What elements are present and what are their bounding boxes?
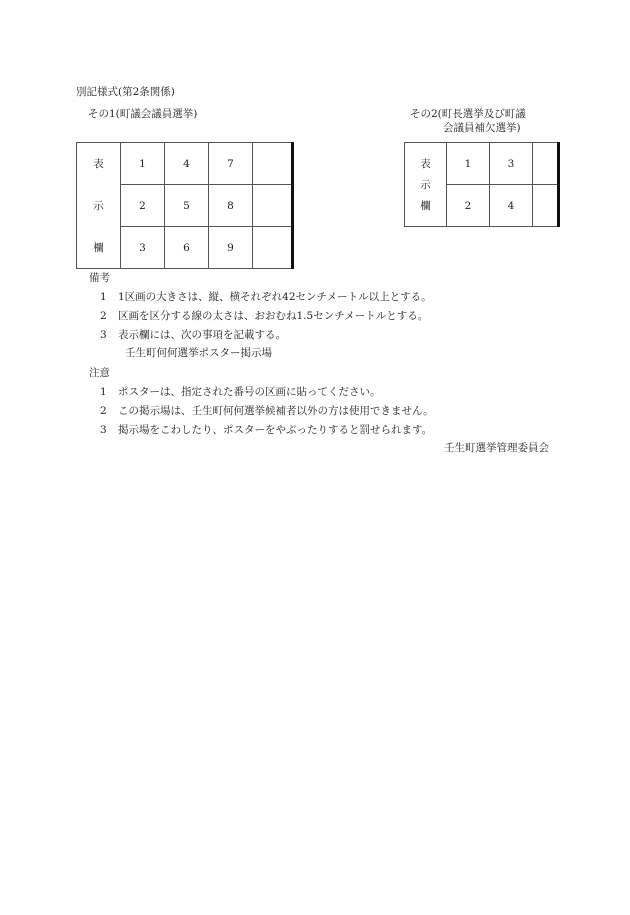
poster-slot: 3 bbox=[490, 143, 533, 185]
remarks-item-text: 区画を区分する線の太さは、おおむね1.5センチメートルとする。 bbox=[118, 310, 429, 322]
remarks-item-number: 2 bbox=[100, 310, 107, 322]
form1-poster-grid bbox=[76, 142, 294, 269]
poster-slot: 4 bbox=[490, 185, 533, 227]
poster-slot: 9 bbox=[209, 227, 253, 269]
poster-slot: 1 bbox=[121, 143, 165, 185]
form2-display-label bbox=[405, 143, 447, 227]
label-char: 欄 bbox=[420, 199, 431, 212]
notes-item-text: この掲示場は、壬生町何何選挙候補者以外の方は使用できません。 bbox=[118, 405, 434, 417]
poster-slot bbox=[253, 185, 293, 227]
remarks-item-number: 1 bbox=[100, 291, 107, 303]
poster-slot bbox=[533, 143, 559, 185]
poster-slot: 7 bbox=[209, 143, 253, 185]
poster-slot: 3 bbox=[121, 227, 165, 269]
label-char: 表 bbox=[420, 157, 431, 170]
label-char: 欄 bbox=[93, 241, 104, 254]
label-char: 示 bbox=[420, 178, 431, 191]
form2-poster-grid bbox=[404, 142, 560, 227]
label-char: 示 bbox=[93, 199, 104, 212]
poster-slot: 5 bbox=[165, 185, 209, 227]
form2-caption-line1: その2(町長選挙及び町議 bbox=[410, 108, 526, 120]
poster-slot: 8 bbox=[209, 185, 253, 227]
notes-item-text: 掲示場をこわしたり、ポスターをやぶったりすると罰せられます。 bbox=[118, 424, 433, 436]
remarks-heading: 備考 bbox=[89, 272, 110, 284]
poster-slot bbox=[253, 143, 293, 185]
notes-heading: 注意 bbox=[89, 367, 110, 379]
notes-item-text: ポスターは、指定された番号の区画に貼ってください。 bbox=[118, 386, 381, 398]
remarks-item-text: 1区画の大きさは、縦、横それぞれ42センチメートル以上とする。 bbox=[118, 291, 432, 303]
form1-display-label bbox=[77, 143, 121, 269]
poster-slot bbox=[533, 185, 559, 227]
poster-slot: 1 bbox=[447, 143, 490, 185]
remarks-sub-text: 壬生町何何選挙ポスター掲示場 bbox=[125, 347, 272, 359]
poster-slot: 4 bbox=[165, 143, 209, 185]
poster-slot: 2 bbox=[447, 185, 490, 227]
notes-item-number: 2 bbox=[100, 405, 107, 417]
signature: 壬生町選挙管理委員会 bbox=[444, 442, 549, 454]
form2-caption-line2: 会議員補欠選挙) bbox=[443, 122, 521, 134]
form1-caption: その1(町議会議員選挙) bbox=[88, 108, 198, 120]
notes-item-number: 3 bbox=[100, 424, 107, 436]
poster-slot bbox=[253, 227, 293, 269]
poster-slot: 6 bbox=[165, 227, 209, 269]
remarks-item-number: 3 bbox=[100, 329, 107, 341]
poster-slot: 2 bbox=[121, 185, 165, 227]
remarks-item-text: 表示欄には、次の事項を記載する。 bbox=[118, 329, 286, 341]
label-char: 表 bbox=[93, 157, 104, 170]
notes-item-number: 1 bbox=[100, 386, 107, 398]
document-title: 別記様式(第2条関係) bbox=[76, 86, 175, 98]
